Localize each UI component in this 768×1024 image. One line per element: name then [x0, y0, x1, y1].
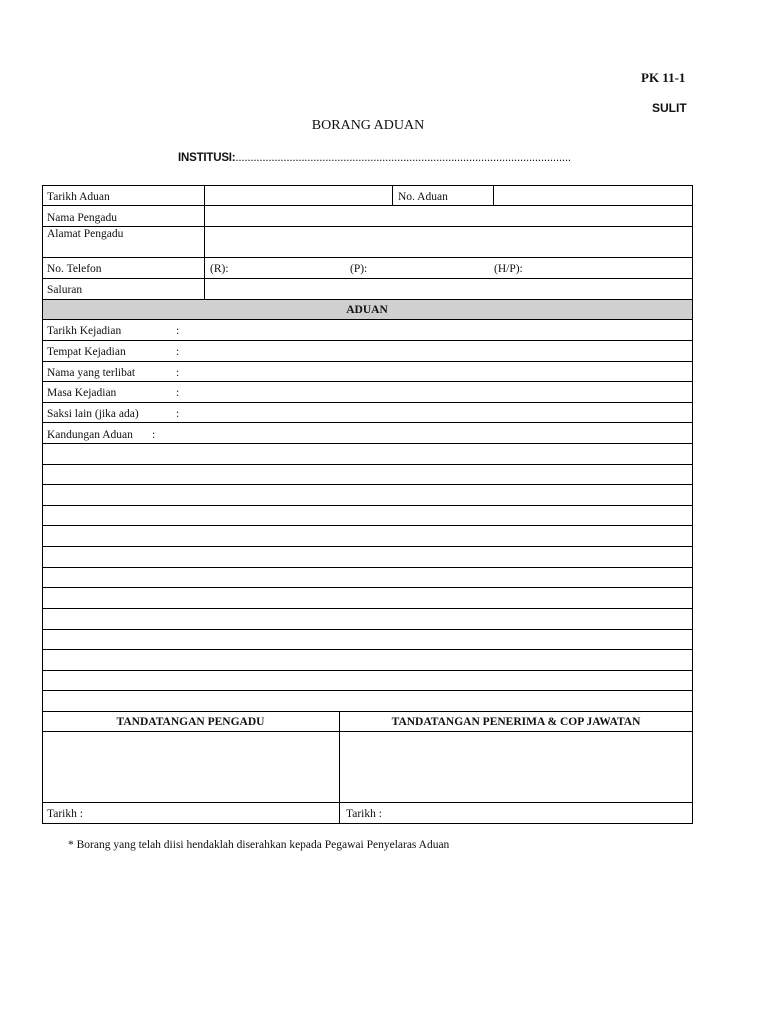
table-rule: [392, 185, 393, 206]
table-rule: [42, 340, 693, 341]
label-tarikh-aduan: Tarikh Aduan: [47, 191, 110, 203]
label-saluran: Saluran: [47, 284, 83, 296]
label-tarikh-receiver: Tarikh :: [346, 808, 382, 820]
classification-label: SULIT: [652, 101, 687, 115]
alamat-pengadu-field[interactable]: [205, 227, 691, 257]
signature-heading-complainant: TANDATANGAN PENGADU: [116, 716, 265, 728]
label-saksi-lain: Saksi lain (jika ada): [47, 408, 139, 420]
footnote: * Borang yang telah diisi hendaklah diserahkan kepada Pegawai Penyelaras Aduan: [68, 839, 450, 851]
label-nama-terlibat: Nama yang terlibat: [47, 367, 136, 379]
colon: :: [176, 408, 180, 420]
institution-line: [178, 152, 571, 164]
nama-pengadu-field[interactable]: [205, 206, 691, 226]
colon: :: [176, 387, 180, 399]
page-title: BORANG ADUAN: [311, 118, 425, 133]
label-masa-kejadian: Masa Kejadian: [47, 387, 117, 399]
table-rule: [42, 711, 693, 712]
tarikh-aduan-field[interactable]: [205, 186, 391, 205]
table-rule: [692, 185, 693, 824]
colon: :: [152, 429, 156, 441]
table-rule: [42, 802, 693, 803]
signature-box-complainant[interactable]: [43, 732, 339, 802]
colon: :: [176, 325, 180, 337]
form-code: PK 11-1: [641, 70, 686, 85]
label-tarikh-complainant: Tarikh :: [47, 808, 83, 820]
table-rule: [42, 381, 693, 382]
label-tel-p: (P):: [350, 263, 368, 275]
no-aduan-field[interactable]: [494, 186, 691, 205]
label-nama-pengadu: Nama Pengadu: [47, 212, 117, 224]
table-rule: [42, 402, 693, 403]
aduan-heading: ADUAN: [346, 304, 388, 316]
table-rule: [42, 299, 693, 300]
label-tempat-kejadian: Tempat Kejadian: [47, 346, 126, 358]
colon: :: [176, 367, 180, 379]
colon: :: [176, 346, 180, 358]
table-rule: [42, 823, 693, 824]
table-rule: [42, 422, 693, 423]
label-tarikh-kejadian: Tarikh Kejadian: [47, 325, 122, 337]
institution-label: INSTITUSI:: [178, 152, 236, 164]
institution-field[interactable]: ................................................................................................................: [235, 152, 571, 164]
label-alamat-pengadu: Alamat Pengadu: [47, 228, 124, 240]
signature-box-receiver[interactable]: [340, 732, 691, 802]
table-rule: [42, 319, 693, 320]
label-no-telefon: No. Telefon: [47, 263, 102, 275]
label-tel-hp: (H/P):: [494, 263, 523, 275]
label-tel-r: (R):: [210, 263, 229, 275]
signature-heading-receiver: TANDATANGAN PENERIMA & COP JAWATAN: [391, 716, 641, 728]
no-telefon-field[interactable]: [205, 258, 691, 278]
saluran-field[interactable]: [205, 279, 691, 299]
table-rule: [42, 361, 693, 362]
label-no-aduan: No. Aduan: [398, 191, 448, 203]
label-kandungan-aduan: Kandungan Aduan: [47, 429, 133, 441]
kandungan-aduan-area[interactable]: [43, 444, 691, 711]
